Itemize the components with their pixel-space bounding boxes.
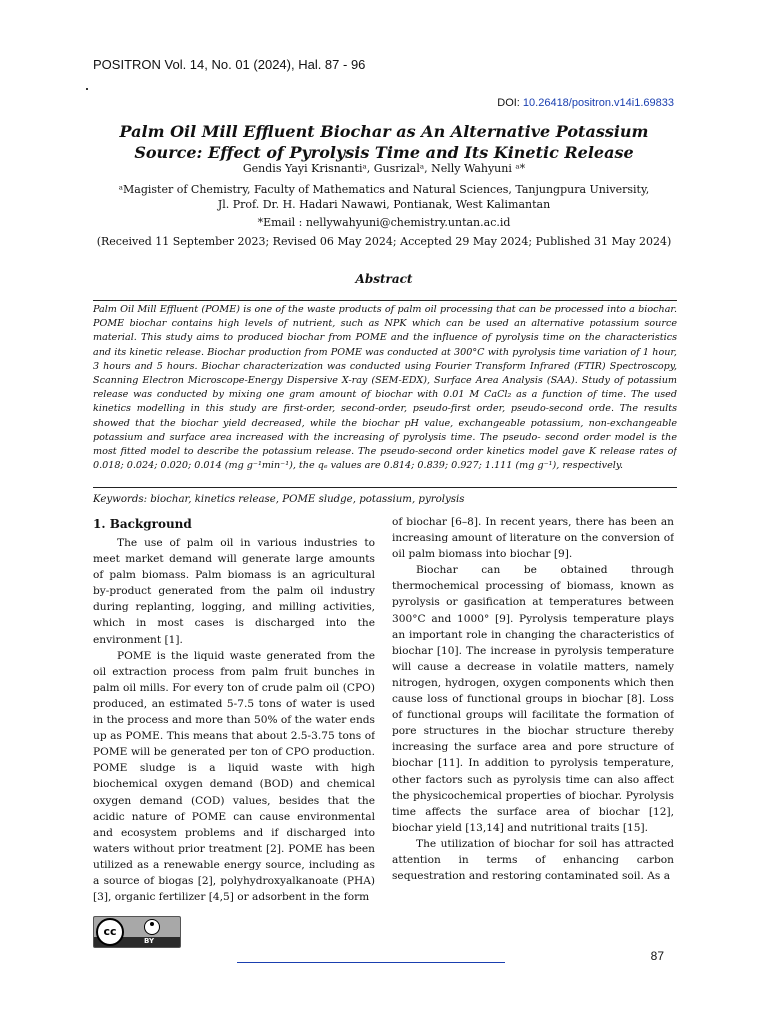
decorative-dot — [86, 88, 88, 90]
affiliation — [93, 182, 675, 212]
keywords: Keywords: biochar, kinetics release, POME sludge, potassium, pyrolysis — [93, 494, 465, 505]
paragraph: The utilization of biochar for soil has attracted attention in terms of enhancing carbon sequestration and restoring contaminated soil. As a — [392, 837, 674, 883]
doi-line — [497, 97, 674, 109]
affiliation-line-1: ᵃMagister of Chemistry, Faculty of Mathematics and Natural Sciences, Tanjungpura University, — [118, 183, 650, 196]
corresponding-email: *Email : nellywahyuni@chemistry.untan.ac.id — [257, 216, 511, 229]
paragraph: Biochar can be obtained through thermochemical processing of biomass, known as pyrolysis or gasification at temperatures between 300°C and 1000° [9]. Pyrolysis temperature plays an important role in changing the characteristics of biochar [10]. The increase in pyrolysis temperature will cause a decrease in volatile matters, namely nitrogen, hydrogen, oxygen components which then cause loss of functional groups in biochar [8]. Loss of functional groups will facilitate the formation of pore structures in the biochar structure thereby increasing the surface area and pore structure of biochar [11]. In addition to pyrolysis temperature, other factors such as pyrolysis time can also affect the physicochemical properties of biochar. Pyrolysis time affects the surface area of biochar [12], biochar yield [13,14] and nutritional traits [15]. — [392, 564, 674, 834]
doi-link[interactable]: 10.26418/positron.v14i1.69833 — [522, 97, 674, 109]
paragraph: of biochar [6–8]. In recent years, there has been an increasing amount of literature on the conversion of oil palm biomass into biochar [9]. — [392, 516, 674, 561]
affiliation-line-2: Jl. Prof. Dr. H. Hadari Nawawi, Pontianak, West Kalimantan — [217, 198, 551, 211]
paper-title: Palm Oil Mill Effluent Biochar as An Alternative Potassium Source: Effect of Pyrolysis Time and Its Kinetic Release — [119, 122, 649, 162]
abstract-box — [93, 300, 677, 488]
left-column — [93, 514, 375, 912]
doi-label: DOI: — [497, 97, 523, 109]
footer-link-line — [237, 962, 505, 963]
by-label: BY — [144, 937, 155, 945]
cc-by-license-badge[interactable] — [93, 916, 181, 948]
journal-header: POSITRON Vol. 14, No. 01 (2024), Hal. 87 - 96 — [93, 57, 366, 72]
section-heading-background: 1. Background — [93, 517, 192, 531]
abstract-text: Palm Oil Mill Effluent (POME) is one of the waste products of palm oil processing that can be processed into a biochar. POME biochar contains high levels of nutrient, such as NPK which can be used an alternative potassium source material. This study aims to produced biochar from POME and the influence of pyrolysis time on the characteristics and its kinetic release. Biochar production from POME was conducted at 300°C with pyrolysis time variation of 1 hour, 3 hours and 5 hours. Biochar characterization was conducted using Fourier Transform Infrared (FTIR) Spectroscopy, Scanning Electron Microscope-Energy Dispersive X-ray (SEM-EDX), Surface Area Analysis (SAA). Study of potassium release was conducted by mixing one gram amount of biochar with 0.01 M CaCl₂ as a function of time. The used kinetics modelling in this study are first-order, second-order, pseudo-first order, pseudo-second orde. The results showed that the biochar yield decreased, while the biochar pH value, exchangeable potassium, non-exchangeable potassium and surface area increased with the increasing of pyrolysis time. The pseudo- second order model is the most fitted model to describe the potassium release. The pseudo-second order kinetics model gave K release rates of 0.018; 0.024; 0.020; 0.014 (mg g⁻¹min⁻¹), the qₑ values are 0.814; 0.839; 0.927; 1.111 (mg g⁻¹), respectively. — [93, 304, 677, 472]
cc-icon: cc — [96, 918, 124, 946]
paragraph: The use of palm oil in various industries to meet market demand will generate large amounts of palm biomass. Palm biomass is an agricultural by-product generated from the palm oil industry during replanting, logging, and milling activities, which in most cases is discharged into the environment [1]. — [93, 537, 375, 646]
publication-dates: (Received 11 September 2023; Revised 06 May 2024; Accepted 29 May 2024; Published 31 May 2024) — [96, 235, 672, 248]
abstract-heading: Abstract — [355, 272, 413, 286]
attribution-person-icon — [144, 919, 160, 935]
paragraph: POME is the liquid waste generated from the oil extraction process from palm fruit bunches in palm oil mills. For every ton of crude palm oil (CPO) produced, an estimated 5-7.5 tons of water is used in the process and more than 50% of the water ends up as POME. This means that about 2.5-3.75 tons of POME will be generated per ton of CPO production. POME sludge is a liquid waste with high biochemical oxygen demand (BOD) and chemical oxygen demand (COD) values, besides that the acidic nature of POME can cause environmental and ecosystem problems and if discharged into waters without prior treatment [2]. POME has been utilized as a renewable energy source, including as a source of biogas [2], polyhydroxyalkanoate (PHA) [3], organic fertilizer [4,5] or adsorbent in the form — [93, 649, 375, 904]
right-column — [392, 514, 674, 912]
authors: Gendis Yayi Krisnantiᵃ, Gusrizalᵃ, Nelly Wahyuni ᵃ* — [242, 162, 526, 175]
page-number: 87 — [650, 949, 664, 963]
